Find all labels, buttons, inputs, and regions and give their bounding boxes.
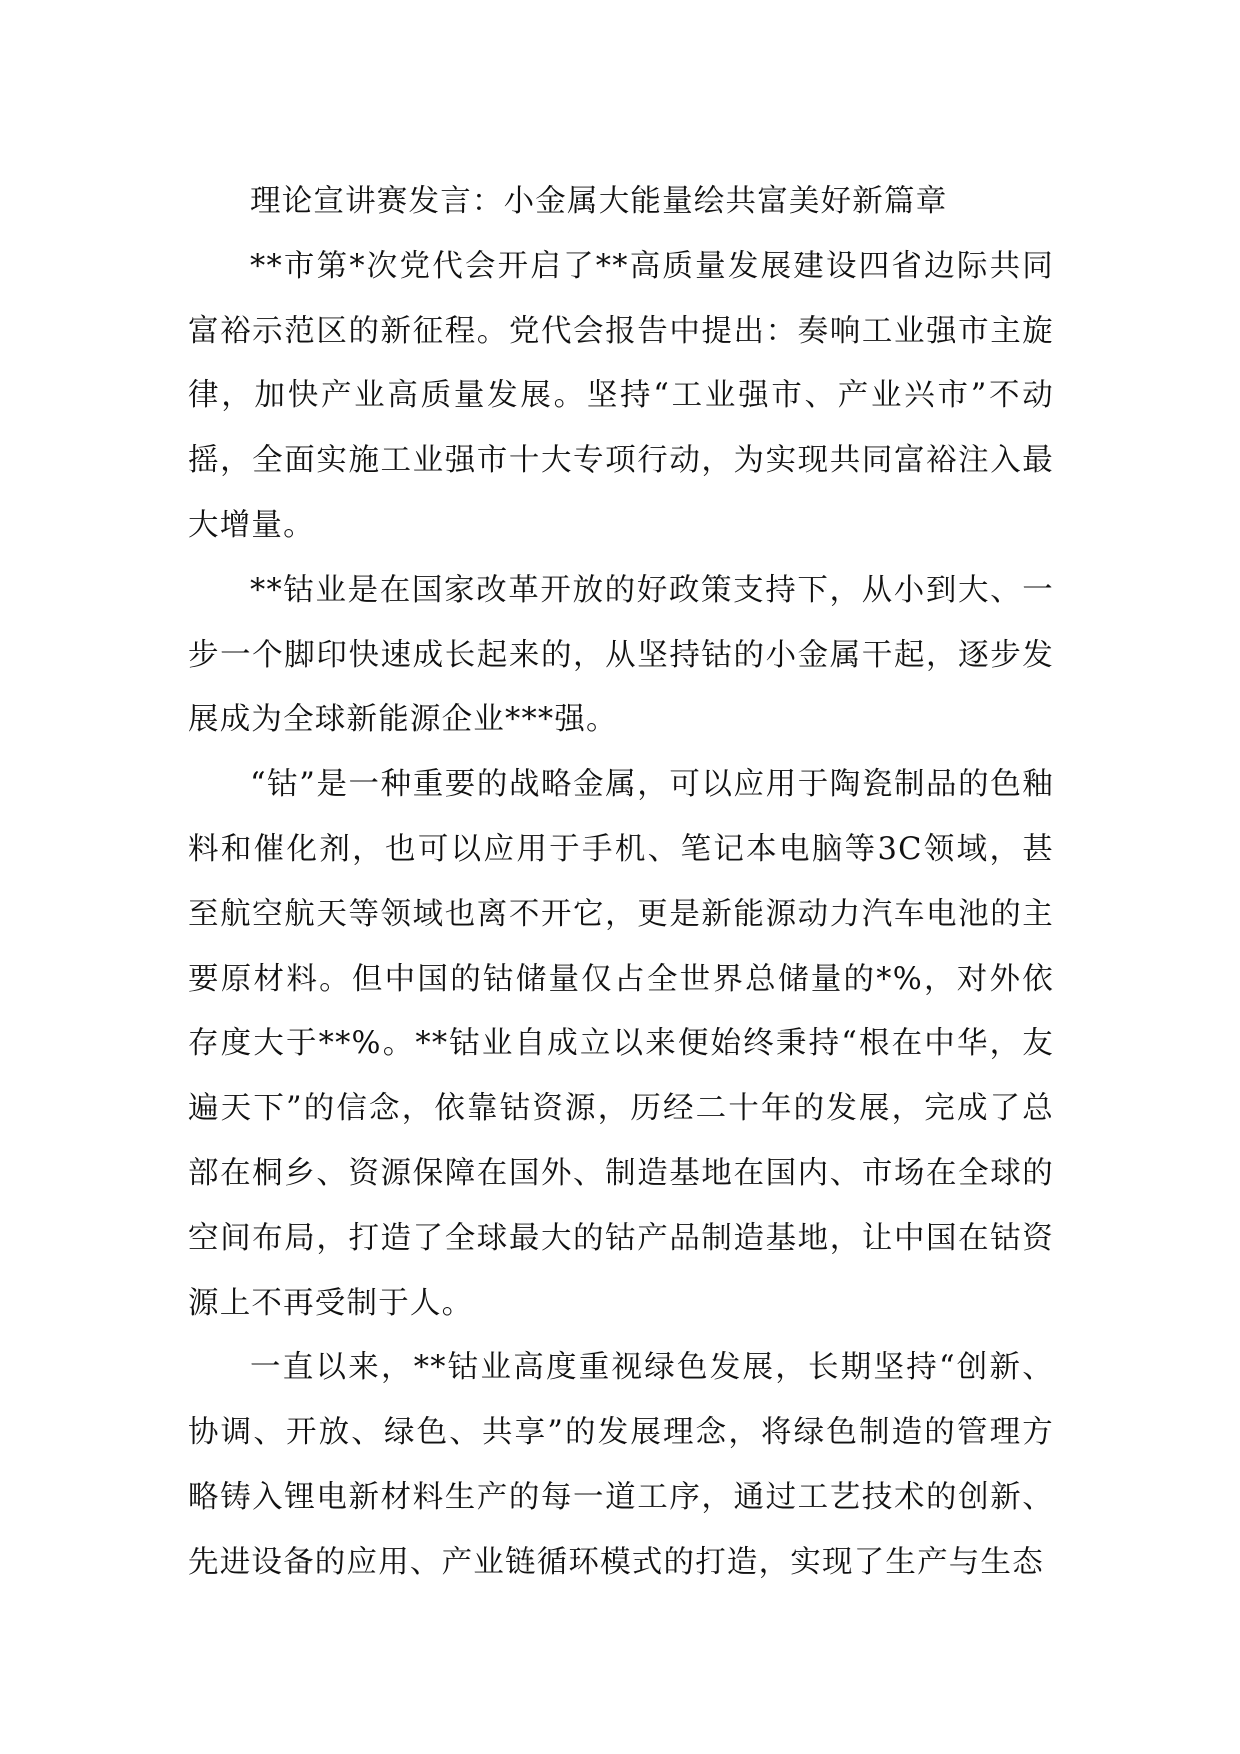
paragraph: 一直以来，**钴业高度重视绿色发展，长期坚持“创新、协调、开放、绿色、共享”的发展理念，将绿色制造的管理方略铸入锂电新材料生产的每一道工序，通过工艺技术的创新、先进设备的应用、产业链循环模式的打造，实现了生产与生态 [188,1350,1054,1580]
paragraph: **市第*次党代会开启了**高质量发展建设四省边际共同富裕示范区的新征程。党代会报告中提出：奏响工业强市主旋律，加快产业高质量发展。坚持“工业强市、产业兴市”不动摇，全面实施工业强市十大专项行动，为实现共同富裕注入最大增量。 [188,248,1054,543]
paragraph: **钴业是在国家改革开放的好政策支持下，从小到大、一步一个脚印快速成长起来的，从坚持钴的小金属干起，逐步发展成为全球新能源企业***强。 [188,572,1054,738]
paragraph: “钴”是一种重要的战略金属，可以应用于陶瓷制品的色釉料和催化剂，也可以应用于手机、笔记本电脑等3C领域，甚至航空航天等领域也离不开它，更是新能源动力汽车电池的主要原材料。但中国的钴储量仅占全世界总储量的*%，对外依存度大于**%。**钴业自成立以来便始终秉持“根在中华，友遍天下”的信念，依靠钴资源，历经二十年的发展，完成了总部在桐乡、资源保障在国外、制造基地在国内、市场在全球的空间布局，打造了全球最大的钴产品制造基地，让中国在钴资源上不再受制于人。 [188,767,1054,1321]
document-body [188,170,1054,1596]
document-title: 理论宣讲赛发言：小金属大能量绘共富美好新篇章 [250,184,948,219]
